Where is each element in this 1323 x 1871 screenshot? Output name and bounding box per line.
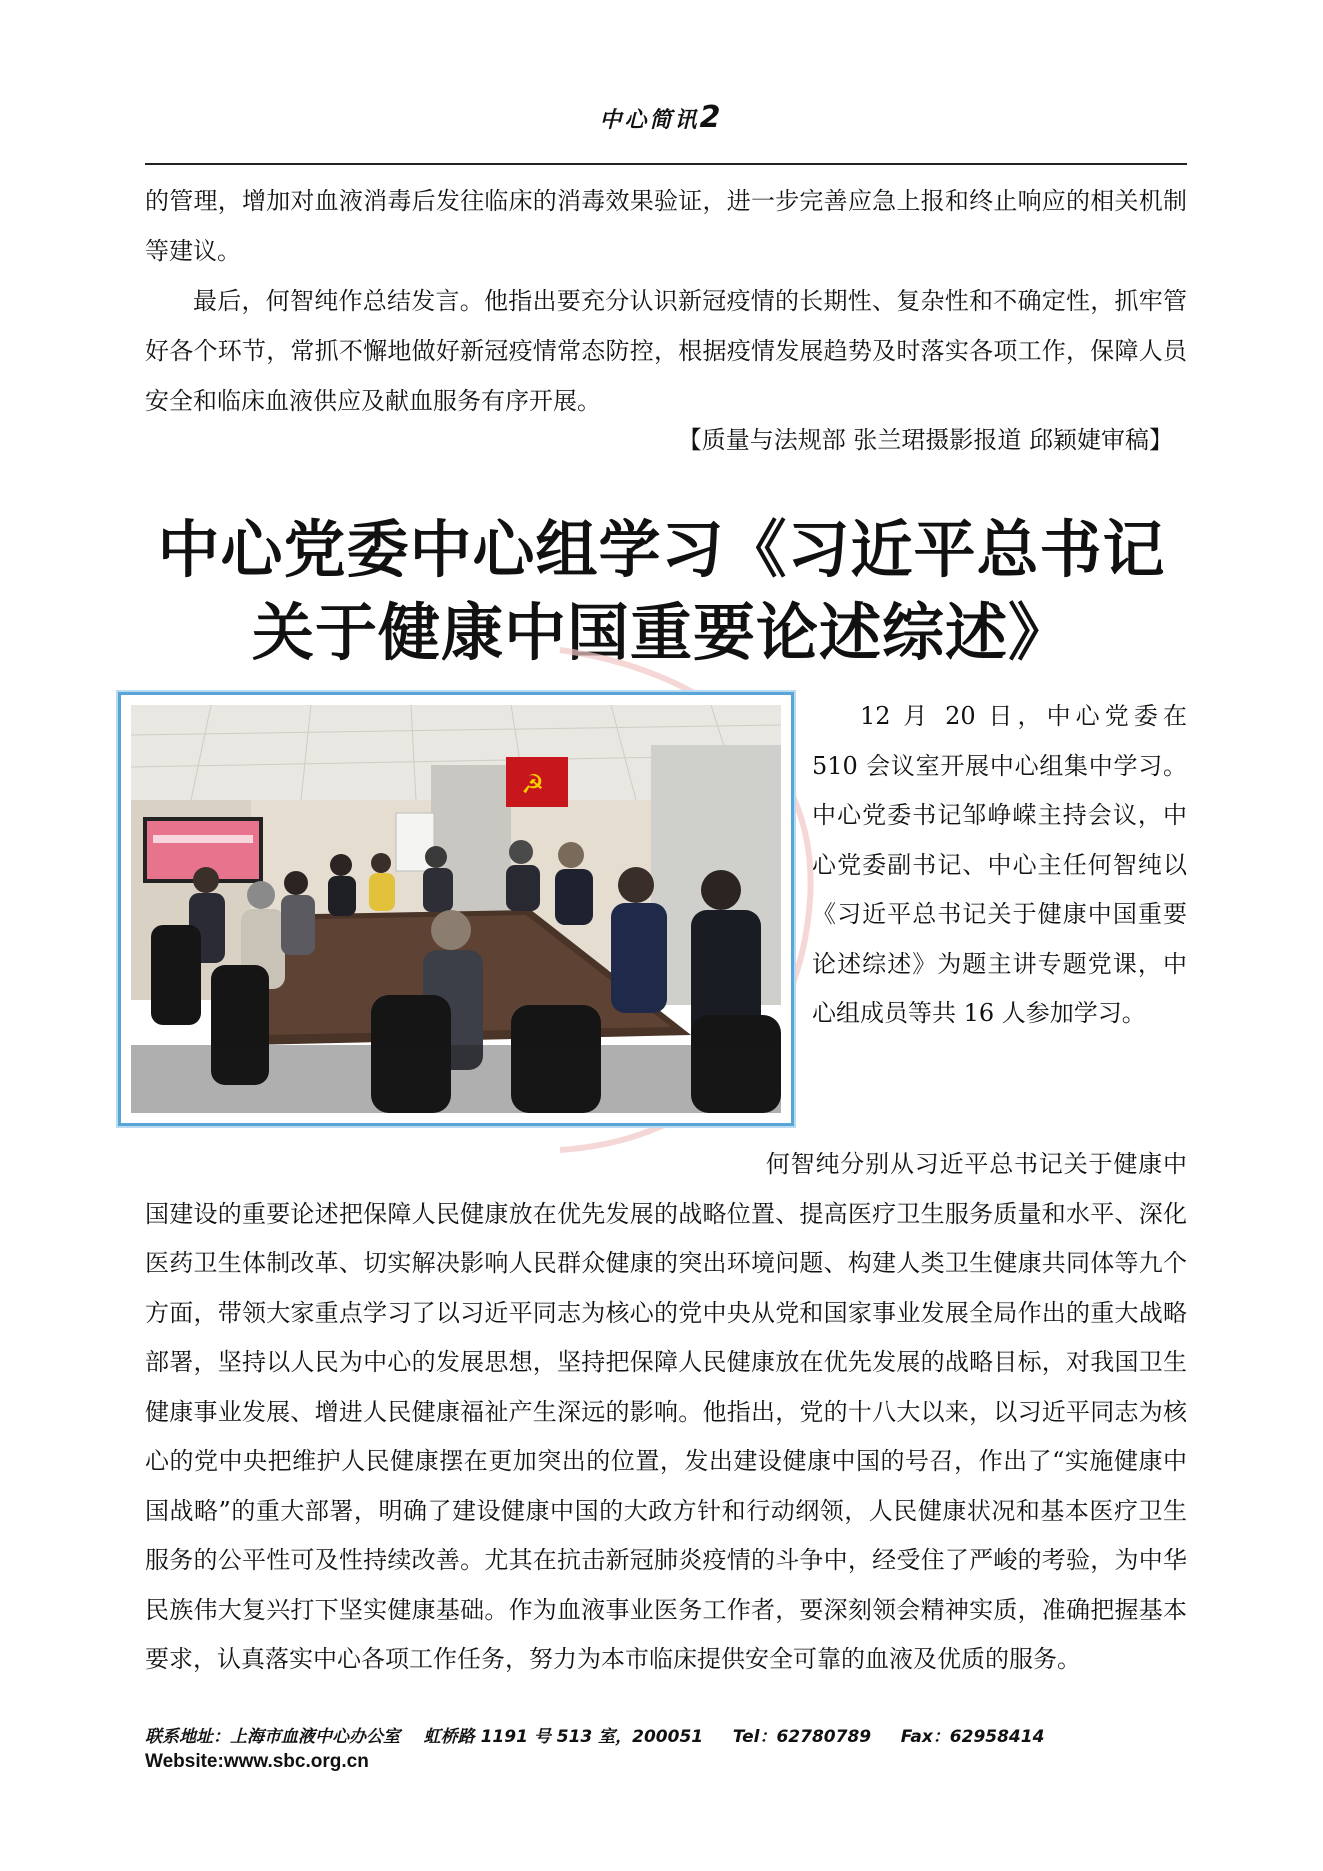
newsletter-title (0, 100, 1323, 135)
article-body-content: 何智纯分别从习近平总书记关于健康中国建设的重要论述把保障人民健康放在优先发展的战略位置、提高医疗卫生服务质量和水平、深化医药卫生体制改革、切实解决影响人民群众健康的突出环境问题、构建人类卫生健康共同体等九个方面，带领大家重点学习了以习近平同志为核心的党中央从党和国家事业发展全局作出的重大战略部署，坚持以人民为中心的发展思想，坚持把保障人民健康放在优先发展的战略目标，对我国卫生健康事业发展、增进人民健康福祉产生深远的影响。他指出，党的十八大以来，以习近平同志为核心的党中央把维护人民健康摆在更加突出的位置，发出建设健康中国的号召，作出了“实施健康中国战略”的重大部署，明确了建设健康中国的大政方针和行动纲领，人民健康状况和基本医疗卫生服务的公平性可及性持续改善。尤其在抗击新冠肺炎疫情的斗争中，经受住了严峻的考验，为中华民族伟大复兴打下坚实健康基础。作为血液事业医务工作者，要深刻领会精神实质，准确把握基本要求，认真落实中心各项工作任务，努力为本市临床提供安全可靠的血液及优质的服务。 (145, 1150, 1187, 1673)
article-credit: 【质量与法规部 张兰珺摄影报道 邱颖婕审稿】 (677, 426, 1173, 454)
footer-website: Website:www.sbc.org.cn (145, 1751, 369, 1772)
intro-paragraph-1: 的管理，增加对血液消毒后发往临床的消毒效果验证，进一步完善应急上报和终止响应的相关机制等建议。 (145, 187, 1187, 265)
meeting-room-illustration (131, 705, 781, 1113)
header-divider (145, 163, 1187, 165)
intro-paragraph-2: 最后，何智纯作总结发言。他指出要充分认识新冠疫情的长期性、复杂性和不确定性，抓牢管好各个环节，常抓不懈地做好新冠疫情常态防控，根据疫情发展趋势及时落实各项工作，保障人员安全和临床血液供应及献血服务有序开展。 (145, 287, 1187, 415)
footer-contact: 联系地址：上海市血液中心办公室 虹桥路 1191 号 513 室，200051 Tel：62780789 Fax：62958414 (145, 1727, 1045, 1747)
page-number: 2 (699, 100, 724, 135)
newsletter-name: 中心简讯 (599, 108, 700, 133)
article-lead-text (812, 692, 1187, 1039)
svg-text:☭: ☭ (521, 770, 545, 800)
headline-line-2: 关于健康中国重要论述综述》 (251, 596, 1071, 669)
meeting-photo (131, 705, 781, 1113)
headline-line-1: 中心党委中心组学习《习近平总书记 (157, 513, 1166, 586)
article-lead-content: 12 月 20 日，中心党委在 510 会议室开展中心组集中学习。中心党委书记邹峥嵘主持会议，中心党委副书记、中心主任何智纯以《习近平总书记关于健康中国重要论述综述》为题主讲专题党课，中心组成员等共 16 人参加学习。 (812, 702, 1187, 1027)
article-body (145, 1140, 1187, 1685)
meeting-photo-frame (118, 692, 794, 1126)
